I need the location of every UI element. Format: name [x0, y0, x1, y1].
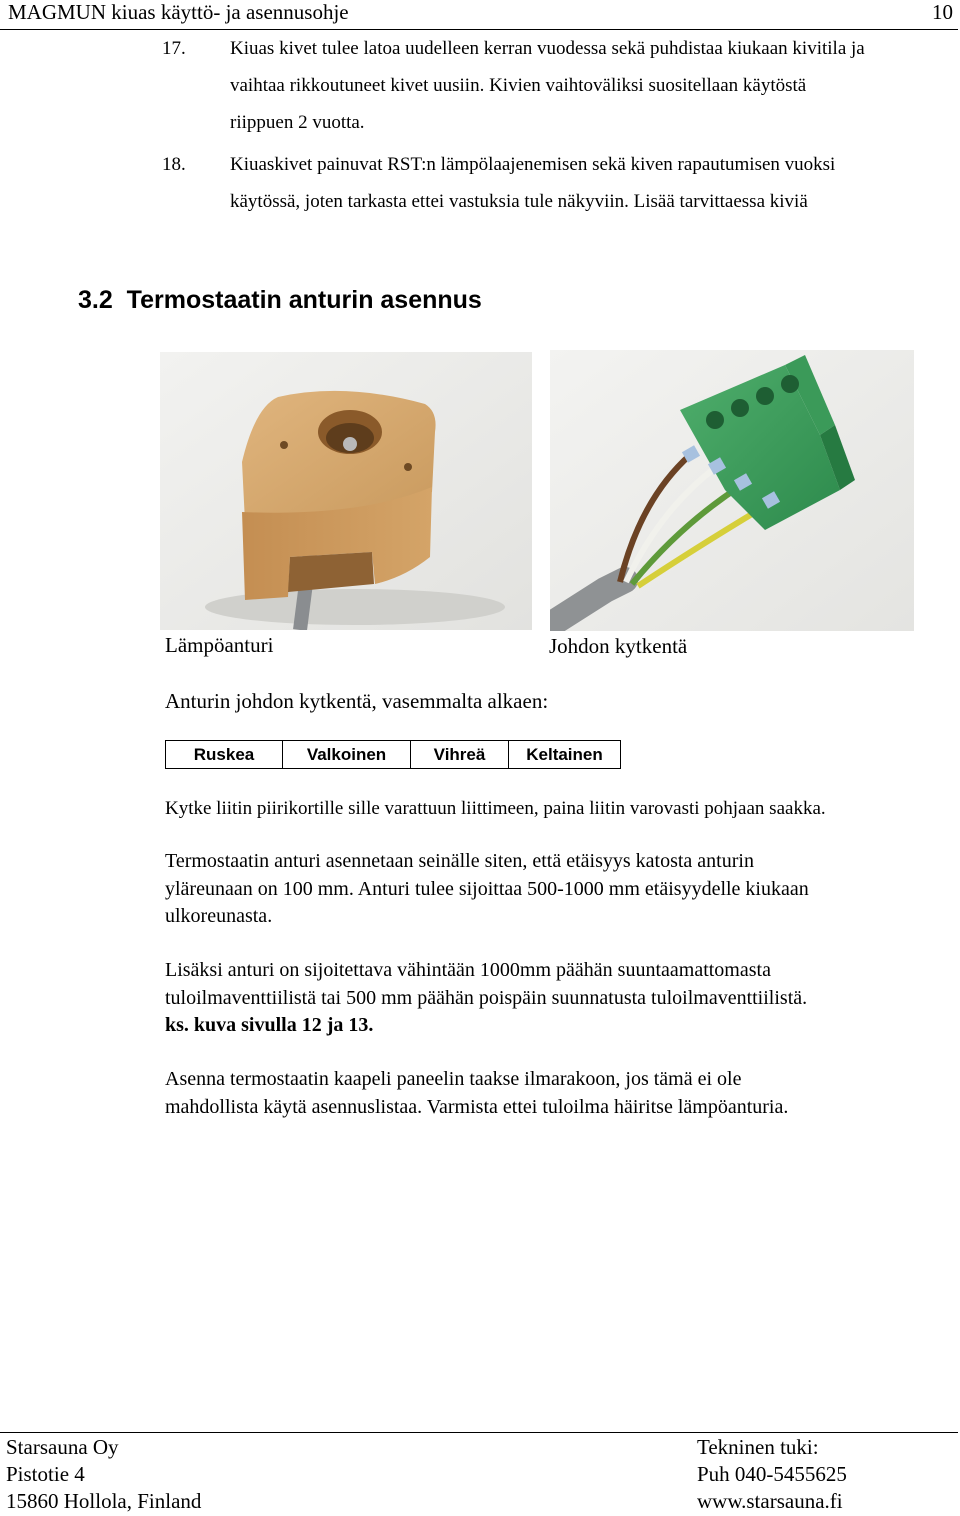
table-cell: Ruskea: [166, 741, 283, 769]
footer-line: 15860 Hollola, Finland: [6, 1489, 202, 1513]
list-line: Kiuaskivet painuvat RST:n lämpölaajenemisen sekä kiven rapautumisen vuoksi: [230, 154, 836, 175]
footer-divider: [0, 1432, 958, 1433]
footer-company: [6, 1434, 201, 1515]
list-item-number: 17.: [162, 38, 186, 59]
wiring-intro: Anturin johdon kytkentä, vasemmalta alkaen:: [165, 689, 549, 713]
section-heading: [78, 286, 482, 315]
left-figure-caption: Lämpöanturi: [165, 633, 274, 657]
paragraph: [165, 848, 955, 931]
section-number: 3.2: [78, 286, 113, 314]
document-title: MAGMUN kiuas käyttö- ja asennusohje: [8, 0, 349, 24]
list-line: käytössä, joten tarkasta ettei vastuksia tule näkyviin. Lisää tarvittaessa kiviä: [230, 191, 808, 212]
section-title: Termostaatin anturin asennus: [126, 286, 482, 314]
list-item-text: [230, 30, 955, 141]
table-cell: Keltainen: [509, 741, 621, 769]
paragraph: Kytke liitin piirikortille sille varattuun liittimeen, paina liitin varovasti pohjaan saakka.: [165, 798, 826, 819]
list-item-text: [230, 146, 955, 220]
text-line: mahdollista käytä asennuslistaa. Varmista ettei tuloilma häiritse lämpöanturia.: [165, 1095, 789, 1118]
wire-connection-photo: [550, 350, 914, 631]
footer-support: [697, 1434, 847, 1515]
text-line: ulkoreunasta.: [165, 905, 273, 927]
wire-color-table: [165, 740, 621, 769]
footer-line: Pistotie 4: [6, 1462, 85, 1486]
footer-line: www.starsauna.fi: [697, 1489, 843, 1513]
footer-line: Tekninen tuki:: [697, 1435, 819, 1459]
footer-line: Starsauna Oy: [6, 1435, 119, 1459]
table-cell: Vihreä: [411, 741, 509, 769]
table-row: [166, 741, 621, 769]
list-item-number: 18.: [162, 154, 186, 175]
list-line: riippuen 2 vuotta.: [230, 112, 365, 133]
text-line: yläreunaan on 100 mm. Anturi tulee sijoittaa 500-1000 mm etäisyydelle kiukaan: [165, 877, 809, 900]
paragraph: [165, 957, 955, 1040]
text-line: Asenna termostaatin kaapeli paneelin taakse ilmarakoon, jos tämä ei ole: [165, 1068, 742, 1090]
list-line: vaihtaa rikkoutuneet kivet uusiin. Kivien vaihtoväliksi suositellaan käytöstä: [230, 75, 807, 96]
list-line: Kiuas kivet tulee latoa uudelleen kerran vuodessa sekä puhdistaa kiukaan kivitila ja: [230, 38, 865, 59]
page-number: 10: [932, 0, 953, 24]
text-line: tuloilmaventtiilistä tai 500 mm päähän poispäin suunnatusta tuloilmaventtiilistä.: [165, 986, 808, 1009]
right-figure-caption: Johdon kytkentä: [549, 634, 688, 658]
text-line: Lisäksi anturi on sijoitettava vähintään 1000mm päähän suuntaamattomasta: [165, 959, 771, 981]
temperature-sensor-photo: [160, 352, 532, 630]
page-reference: ks. kuva sivulla 12 ja 13.: [165, 1014, 374, 1036]
table-cell: Valkoinen: [283, 741, 411, 769]
footer-line: Puh 040-5455625: [697, 1462, 847, 1486]
text-line: Termostaatin anturi asennetaan seinälle siten, että etäisyys katosta anturin: [165, 850, 754, 872]
paragraph: [165, 1066, 955, 1121]
